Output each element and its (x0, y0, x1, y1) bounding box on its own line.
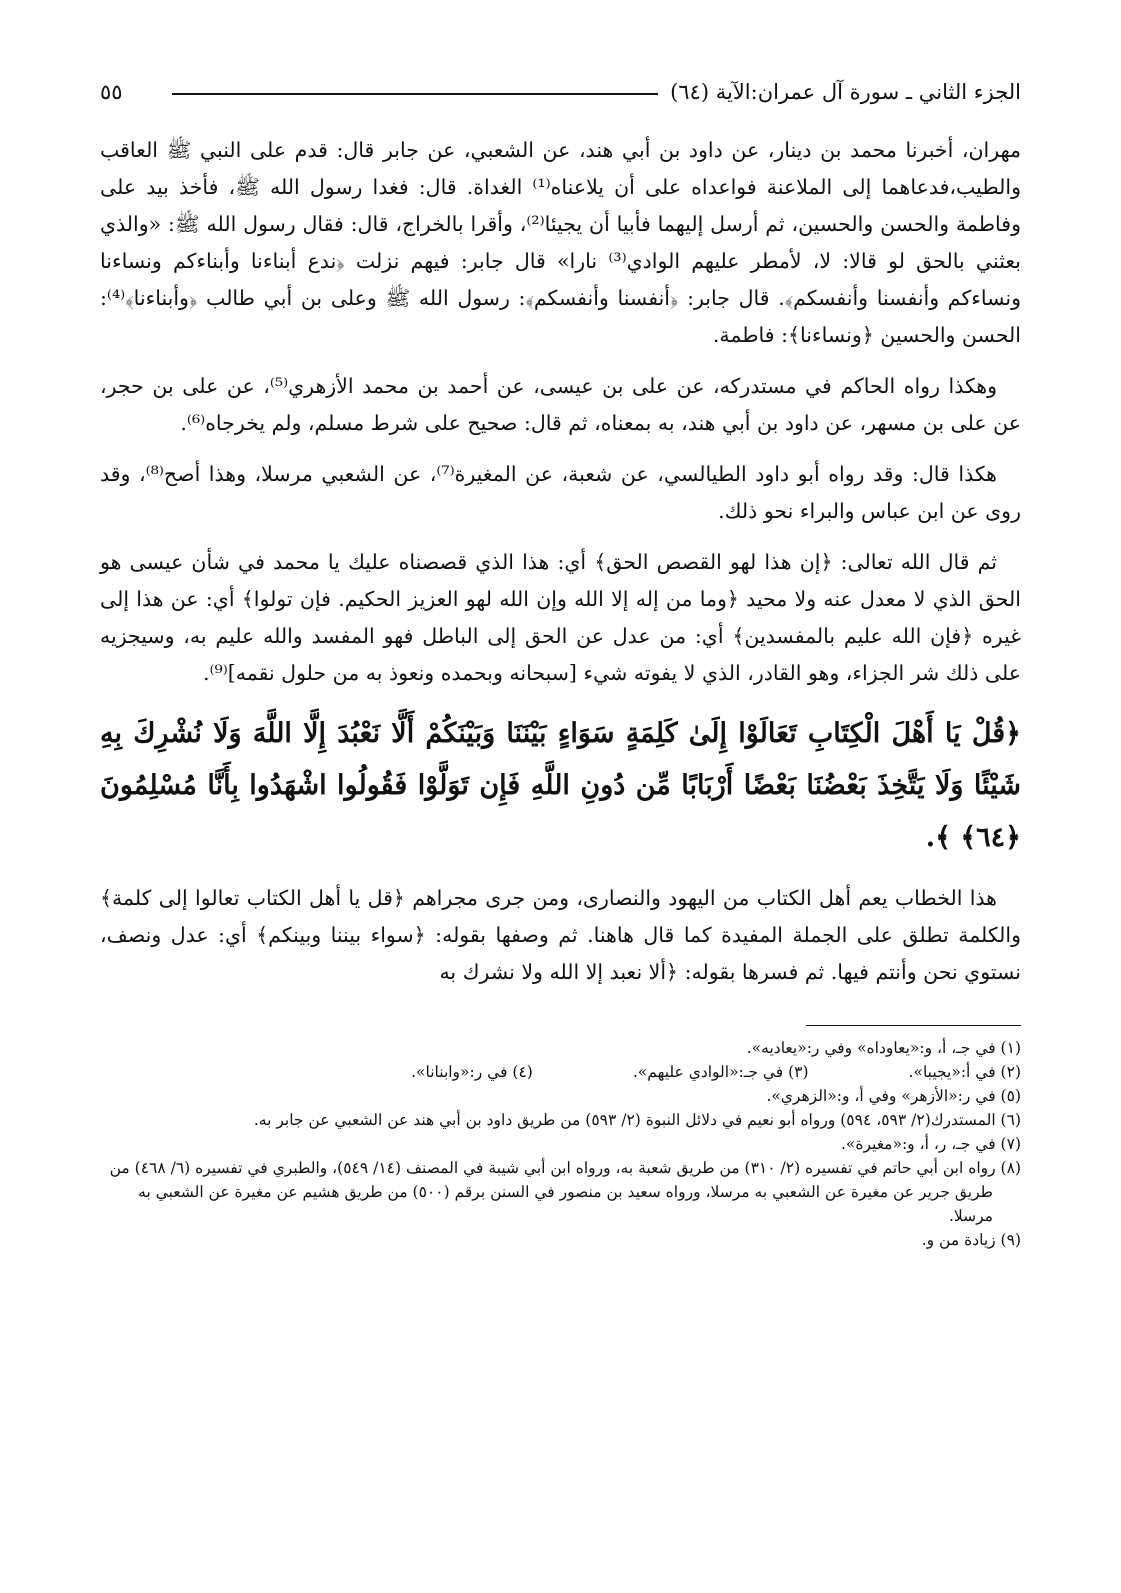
footnote-row (100, 1060, 1021, 1084)
footnote-5: (٥) في ر:«الأزهر» وفي أ، و:«الزهري». (766, 1087, 1021, 1105)
footnote-7: (٧) في جـ، ر، أ، و:«مغيرة». (840, 1135, 1021, 1153)
footnote-3: (٣) في جـ:«الوادي عليهم». (632, 1063, 809, 1081)
header-title: الجزء الثاني ـ سورة آل عمران:الآية (٦٤) (670, 80, 1021, 104)
paragraph-2: وهكذا رواه الحاكم في مستدركه، عن على بن عيسى، عن أحمد بن محمد الأزهري⁽⁵⁾، عن على بن حجر، عن على بن مسهر، عن داود بن أبي هند، به بمعناه، ثم قال: صحيح على شرط مسلم، ولم يخرجاه⁽⁶⁾. (100, 374, 1021, 435)
commentary-text (100, 880, 1021, 991)
footnote-8: (٨) رواه ابن أبي حاتم في تفسيره (٢/ ٣١٠) من طريق شعبة به، ورواه ابن أبي شيبة في المصنف (١٤/ ٥٤٩)، والطبري في تفسيره (٦/ ٤٦٨) من طريق جرير عن مغيرة عن الشعبي به مرسلا، ورواه سعيد بن منصور في السنن برقم (٥٠٠) من طريق هشيم عن مغيرة عن الشعبي به مرسلا. (109, 1159, 1021, 1225)
footnote-1: (١) في جـ، أ، و:«يعاوداه» وفي ر:«يعاديه». (746, 1039, 1021, 1057)
paragraph-1: مهران، أخبرنا محمد بن دينار، عن داود بن أبي هند، عن الشعبي، عن جابر قال: قدم على النبي ﷺ العاقب والطيب،فدعاهما إلى الملاعنة فواعداه على أن يلاعناه⁽¹⁾ الغداة. قال: فغدا رسول الله ﷺ، فأخذ بيد على وفاطمة والحسن والحسين، ثم أرسل إليهما فأبيا أن يجيئا⁽²⁾، وأقرا بالخراج، قال: فقال رسول الله ﷺ: «والذي بعثني بالحق لو قالا: لا، لأمطر عليهم الوادي⁽³⁾ نارا» قال جابر: فيهم نزلت ﴿ندع أبناءنا وأبناءكم ونساءنا ونساءكم وأنفسنا وأنفسكم﴾. قال جابر: ﴿أنفسنا وأنفسكم﴾: رسول الله ﷺ وعلى بن أبي طالب ﴿وأبناءنا﴾⁽⁴⁾: الحسن والحسين ﴿ونساءنا﴾: فاطمة. (100, 138, 1021, 347)
footnote-4: (٤) في ر:«وابنانا». (411, 1063, 533, 1081)
paragraph-3: هكذا قال: وقد رواه أبو داود الطيالسي، عن شعبة، عن المغيرة⁽⁷⁾، عن الشعبي مرسلا، وهذا أصح⁽⁸⁾، وقد روى عن ابن عباس والبراء نحو ذلك. (100, 462, 1021, 523)
footnote-9: (٩) زيادة من و. (921, 1231, 1021, 1249)
footnote-separator (806, 1025, 1021, 1026)
header-rule (172, 93, 658, 95)
footnote-2: (٢) في أ:«يجيبا». (908, 1063, 1021, 1081)
footnotes (100, 1036, 1021, 1252)
page-number: ٥٥ (100, 80, 123, 104)
commentary-paragraph: هذا الخطاب يعم أهل الكتاب من اليهود والنصارى، ومن جرى مجراهم ﴿قل يا أهل الكتاب تعالوا إلى كلمة﴾ والكلمة تطلق على الجملة المفيدة كما قال هاهنا. ثم وصفها بقوله: ﴿سواء بيننا وبينكم﴾ أي: عدل ونصف، نستوي نحن وأنتم فيها. ثم فسرها بقوله: ﴿ألا نعبد إلا الله ولا نشرك به (100, 886, 1021, 984)
footnote-6: (٦) المستدرك(٢/ ٥٩٣، ٥٩٤) ورواه أبو نعيم في دلائل النبوة (٢/ ٥٩٣) من طريق داود بن أبي هند عن الشعبي عن جابر به. (253, 1111, 1021, 1129)
quran-verse: ﴿قُلْ يَا أَهْلَ الْكِتَابِ تَعَالَوْا إِلَىٰ كَلِمَةٍ سَوَاءٍ بَيْنَنَا وَبَيْنَكُمْ أَلَّا نَعْبُدَ إِلَّا اللَّهَ وَلَا نُشْرِكَ بِهِ شَيْئًا وَلَا يَتَّخِذَ بَعْضُنَا بَعْضًا أَرْبَابًا مِّن دُونِ اللَّهِ فَإِن تَوَلَّوْا فَقُولُوا اشْهَدُوا بِأَنَّا مُسْلِمُونَ ﴿٦٤﴾ ﴾. (100, 718, 1021, 853)
running-header (100, 70, 1021, 114)
paragraph-4: ثم قال الله تعالى: ﴿إن هذا لهو القصص الحق﴾ أي: هذا الذي قصصناه عليك يا محمد في شأن عيسى هو الحق الذي لا معدل عنه ولا محيد ﴿وما من إله إلا الله وإن الله لهو العزيز الحكيم. فإن تولوا﴾ أي: عن هذا إلى غيره ﴿فإن الله عليم بالمفسدين﴾ أي: من عدل عن الحق إلى الباطل فهو المفسد والله عليم به، وسيجزيه على ذلك شر الجزاء، وهو القادر، الذي لا يفوته شيء [سبحانه وبحمده ونعوذ به من حلول نقمه]⁽⁹⁾. (100, 550, 1021, 685)
main-text (100, 132, 1021, 692)
